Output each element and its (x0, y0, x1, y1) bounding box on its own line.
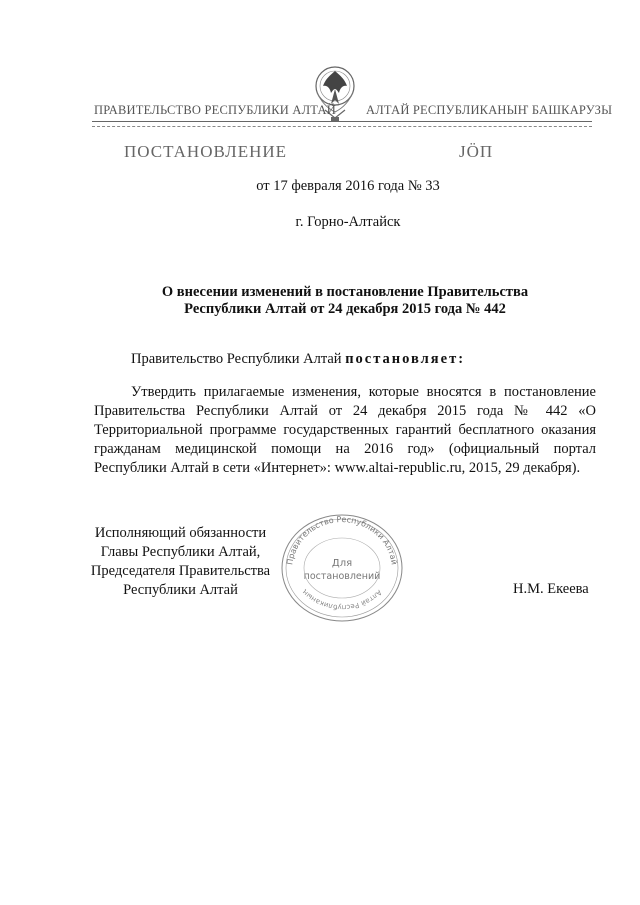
stamp-center-line-1: Для (331, 558, 353, 569)
header-left-organization: ПРАВИТЕЛЬСТВО РЕСПУБЛИКИ АЛТАЙ (94, 103, 336, 117)
header-divider-dashed (92, 126, 592, 127)
document-title (110, 284, 580, 318)
title-line-2: Республики Алтай от 24 декабря 2015 года № 442 (184, 301, 506, 317)
header-right-organization: АЛТАЙ РЕСПУБЛИКАНЫҤ БАШКАРУЗЫ (366, 103, 613, 117)
preamble-emphasis: постановляет: (345, 351, 466, 367)
preamble (131, 351, 465, 368)
title-line-1: О внесении изменений в постановление Правительства (161, 284, 529, 300)
resolution-paragraph: Утвердить прилагаемые изменения, которые вносятся в постановление Правительства Республики Алтай от 24 декабря 2015 года № 442 «О Территориальной программе государственных гарантий бесплатного оказания гражданам медицинской помощи на 2016 год» (официальный портал Республики Алтай в сети «Интернет»: www.altai-republic.ru, 2015, 29 декабря). (94, 384, 596, 476)
document-type-russian: ПОСТАНОВЛЕНИЕ (124, 142, 288, 161)
signatory-line-2: Главы Республики Алтай, (100, 544, 261, 560)
document-type-altai: ЈӦП (459, 142, 494, 161)
official-stamp (276, 508, 408, 622)
document-city: г. Горно-Алтайск (295, 214, 401, 230)
svg-text:Алтай Республиканың (301, 588, 384, 611)
stamp-bottom-text: Алтай Республиканың (300, 588, 384, 612)
preamble-text: Правительство Республики Алтай (131, 351, 346, 367)
signatory-line-4: Республики Алтай (123, 582, 238, 598)
signatory-name: Н.М. Екеева (513, 581, 589, 597)
signatory-line-3: Председателя Правительства (90, 563, 271, 579)
signatory-line-1: Исполняющий обязанности (94, 525, 267, 541)
document-dateline: от 17 февраля 2016 года № 33 (256, 178, 440, 194)
header-divider (92, 121, 592, 122)
stamp-center-line-2: постановлений (303, 571, 381, 582)
stamp-outer-text: Правительство Республики Алтай (285, 514, 399, 566)
signatory-title (88, 524, 273, 600)
